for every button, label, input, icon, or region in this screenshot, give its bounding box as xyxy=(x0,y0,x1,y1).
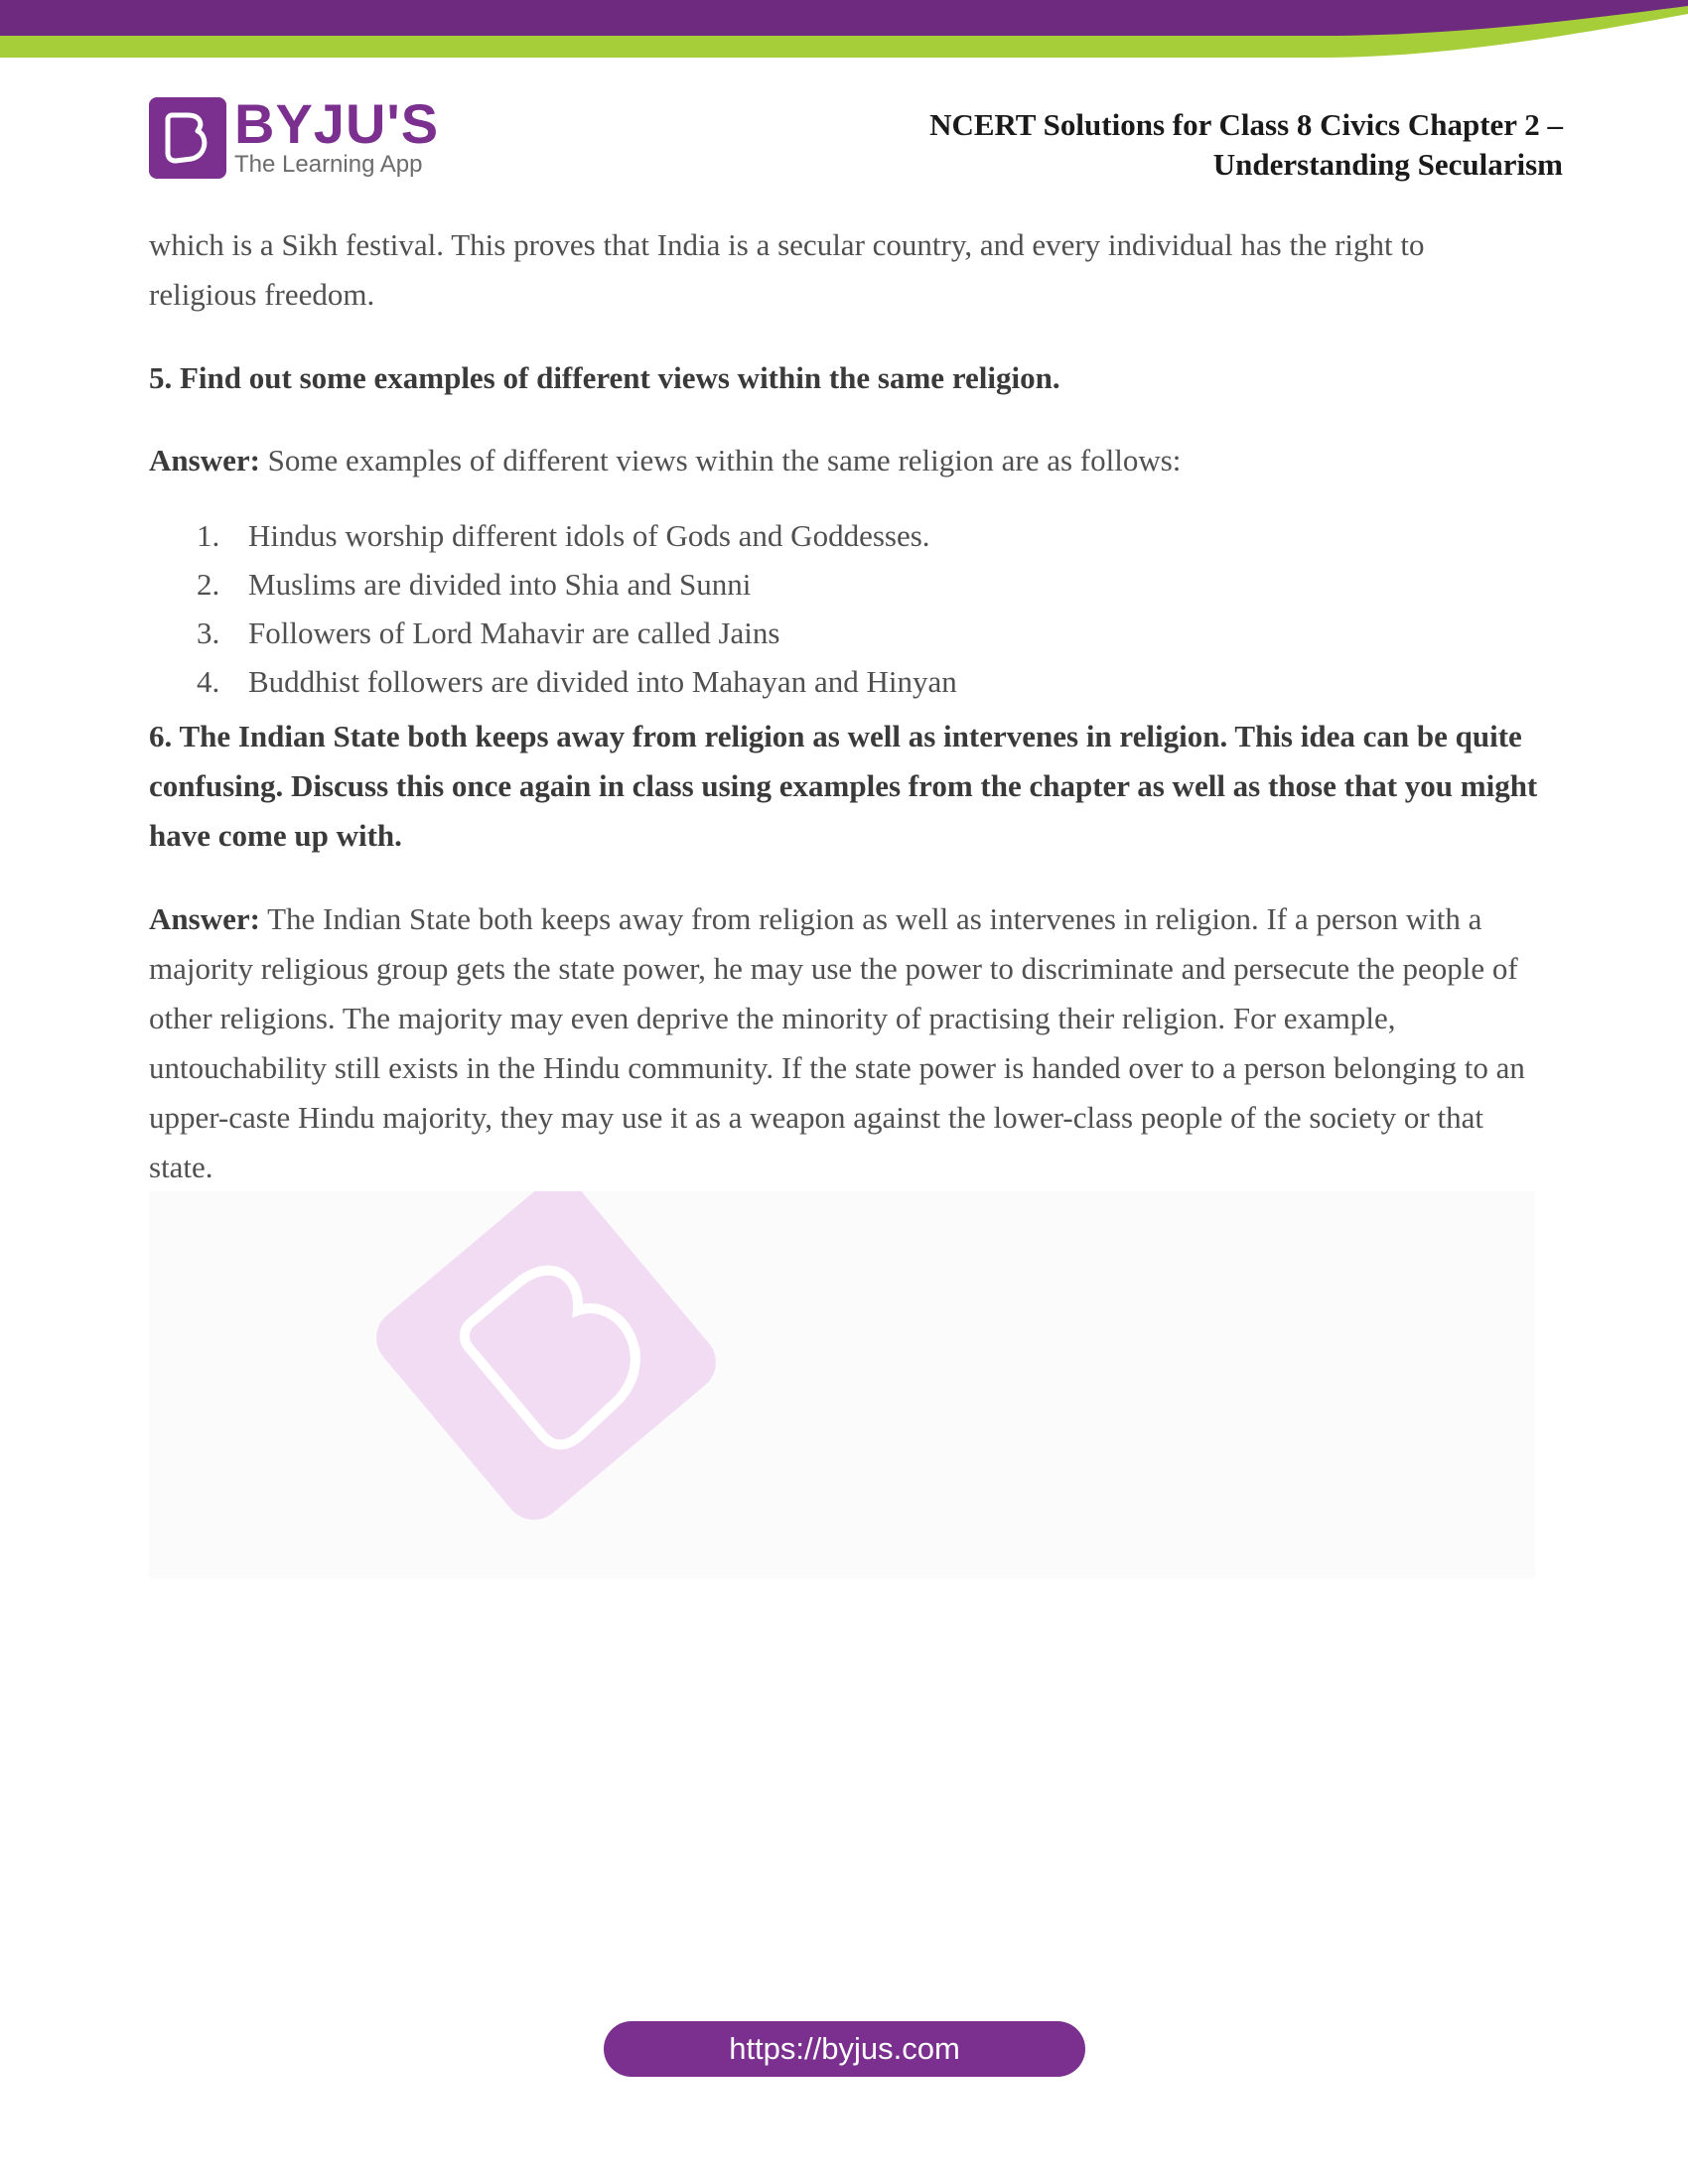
main-content xyxy=(149,220,1539,1192)
list-item-text: Muslims are divided into Shia and Sunni xyxy=(248,567,752,602)
answer-5-text: Some examples of different views within the same religion are as follows: xyxy=(259,443,1182,478)
list-item xyxy=(149,657,1539,706)
document-title-line-2: Understanding Secularism xyxy=(1212,147,1563,182)
logo-b-icon xyxy=(162,109,213,167)
answer-5-label: Answer: xyxy=(149,443,260,478)
answer-5-list xyxy=(149,511,1539,706)
continued-paragraph: which is a Sikh festival. This proves that India is a secular country, and every individual has the right to religious freedom. xyxy=(149,227,1425,312)
question-6: 6. The Indian State both keeps away from religion as well as intervenes in religion. This idea can be quite confusing. Discuss this once again in class using examples from the chapter as well as those that you might have come up with. xyxy=(149,719,1538,853)
watermark-area xyxy=(149,1191,1535,1578)
answer-6-text: The Indian State both keeps away from religion as well as intervenes in religion. If a person with a majority religious group gets the state power, he may use the power to discriminate and persecute the people of other religions. The majority may even deprive the minority of practising their religion. For example, untouchability still exists in the Hindu community. If the state power is handed over to a person belonging to an upper-caste Hindu majority, they may use it as a weapon against the lower-class people of the society or that state. xyxy=(149,901,1525,1184)
question-5: 5. Find out some examples of different views within the same religion. xyxy=(149,360,1060,395)
list-item-number: 2. xyxy=(197,567,220,602)
answer-5 xyxy=(149,436,1539,485)
byjus-logo xyxy=(149,92,440,181)
logo-wordmark: BYJU'S xyxy=(234,92,440,155)
list-item-number: 1. xyxy=(197,518,220,553)
list-item xyxy=(149,511,1539,560)
list-item-text: Followers of Lord Mahavir are called Jains xyxy=(248,615,780,650)
logo-tagline: The Learning App xyxy=(234,151,423,178)
document-title-line-1: NCERT Solutions for Class 8 Civics Chapter 2 – xyxy=(929,107,1563,142)
watermark-logo-icon xyxy=(149,1191,1535,1578)
top-decorative-band xyxy=(0,0,1688,60)
answer-6 xyxy=(149,894,1539,1192)
list-item-text: Buddhist followers are divided into Mahayan and Hinyan xyxy=(248,664,957,699)
footer-url-link[interactable]: https://byjus.com xyxy=(604,2021,1085,2077)
list-item xyxy=(149,560,1539,609)
answer-6-label: Answer: xyxy=(149,901,260,936)
list-item-text: Hindus worship different idols of Gods and Goddesses. xyxy=(248,518,930,553)
list-item-number: 4. xyxy=(197,664,220,699)
logo-mark xyxy=(149,97,226,179)
list-item-number: 3. xyxy=(197,615,220,650)
list-item xyxy=(149,609,1539,657)
document-title xyxy=(929,105,1563,185)
